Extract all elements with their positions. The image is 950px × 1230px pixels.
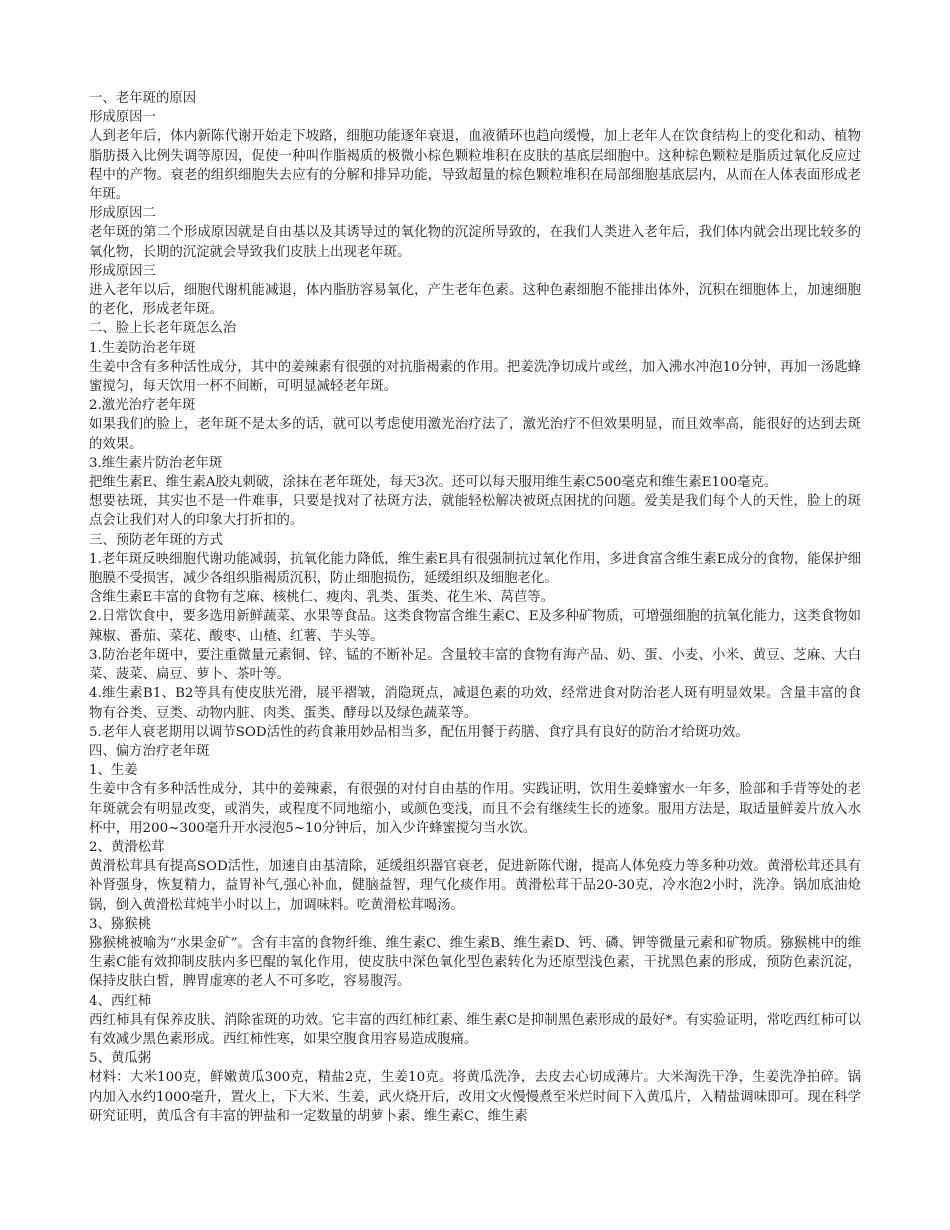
paragraph-cause-2: 老年斑的第二个形成原因就是自由基以及其诱导过的氧化物的沉淀所导致的，在我们人类进入老年后，我们体内就会出现比较多的氧化物，长期的沉淀就会导致我们皮肤上出现老年斑。	[89, 225, 861, 260]
section-heading-3: 三、预防老年斑的方式	[89, 532, 223, 548]
paragraph-remedy-1: 生姜中含有多种活性成分，其中的姜辣素，有很强的对付自由基的作用。实践证明，饮用生姜蜂蜜水一年多，脸部和手背等处的老年斑就会有明显改变，或消失，或程度不同地缩小，或颜色变浅，而且不会有继续生长的迹象。服用方法是，取适量鲜姜片放入水杯中，用200~300毫升开水浸泡5~10分钟后，加入少许蜂蜜搅匀当水饮。	[89, 782, 861, 836]
subheading-treatment-1: 1.生姜防治老年斑	[89, 340, 196, 356]
paragraph-cause-1: 人到老年后，体内新陈代谢开始走下坡路，细胞功能逐年衰退，血液循环也趋向缓慢，加上老年人在饮食结构上的变化和动、植物脂肪摄入比例失调等原因，促使一种叫作脂褐质的极微小棕色颗粒堆积在皮肤的基底层细胞中。这种棕色颗粒是脂质过氧化反应过程中的产物。衰老的组织细胞失去应有的分解和排异功能，导致超量的棕色颗粒堆积在局部细胞基底层内，从而在人体表面形成老年斑。	[89, 129, 861, 203]
paragraph-prevention-5: 5.老年人衰老期用以调节SOD活性的药食兼用妙品相当多，配伍用餐于药膳、食疗具有良好的防治才给斑功效。	[89, 724, 749, 740]
subheading-remedy-4: 4、西红柿	[89, 993, 152, 1009]
document-body	[89, 89, 861, 1126]
section-heading-4: 四、偏方治疗老年斑	[89, 743, 210, 759]
section-heading-1: 一、老年斑的原因	[89, 91, 197, 106]
paragraph-treatment-3: 把维生素E、维生素A胶丸刺破，涂抹在老年斑处，每天3次。还可以每天服用维生素C500毫克和维生素E100毫克。	[89, 475, 778, 491]
subheading-remedy-1: 1、生姜	[89, 763, 138, 779]
subheading-cause-3: 形成原因三	[89, 263, 156, 279]
subheading-cause-1: 形成原因一	[89, 110, 156, 126]
subheading-cause-2: 形成原因二	[89, 206, 156, 222]
paragraph-remedy-4: 西红柿具有保养皮肤、消除雀斑的功效。它丰富的西红柿红素、维生素C是抑制黑色素形成的最好*。有实验证明，常吃西红柿可以有效减少黑色素形成。西红柿性寒，如果空腹食用容易造成腹痛。	[89, 1012, 861, 1047]
subheading-treatment-2: 2.激光治疗老年斑	[89, 398, 196, 414]
subheading-remedy-5: 5、黄瓜粥	[89, 1051, 152, 1067]
section-heading-2: 二、脸上长老年斑怎么治	[89, 321, 237, 337]
paragraph-treatment-2: 如果我们的脸上，老年斑不是太多的话，就可以考虑使用激光治疗法了，激光治疗不但效果明显，而且效率高，能很好的达到去斑的效果。	[89, 417, 861, 452]
paragraph-cause-3: 进入老年以后，细胞代谢机能减退，体内脂肪容易氧化，产生老年色素。这种色素细胞不能排出体外，沉积在细胞体上，加速细胞的老化，形成老年斑。	[89, 283, 861, 318]
paragraph-remedy-5: 材料：大米100克，鲜嫩黄瓜300克，精盐2克，生姜10克。将黄瓜洗净，去皮去心切成薄片。大米淘洗干净，生姜洗净拍碎。锅内加入水约1000毫升，置火上，下大米、生姜，武火烧开后，改用文火慢慢煮至米烂时间下入黄瓜片，入精盐调味即可。现在科学研究证明，黄瓜含有丰富的钾盐和一定数量的胡萝卜素、维生素C、维生素	[89, 1070, 861, 1124]
paragraph-prevention-3: 3.防治老年斑中，要注重微量元素铜、锌、锰的不断补足。含量较丰富的食物有海产品、奶、蛋、小麦、小米、黄豆、芝麻、大白菜、菠菜、扁豆、萝卜、茶叶等。	[89, 647, 861, 683]
paragraph-treatment-summary: 想要祛斑，其实也不是一件难事，只要是找对了祛斑方法，就能轻松解决被斑点困扰的问题。爱美是我们每个人的天性，脸上的斑点会让我们对人的印象大打折扣的。	[89, 494, 861, 529]
subheading-treatment-3: 3.维生素片防治老年斑	[89, 455, 223, 471]
subheading-remedy-2: 2、黄滑松茸	[89, 839, 165, 855]
paragraph-remedy-2: 黄滑松茸具有提高SOD活性，加速自由基清除，延缓组织器官衰老，促进新陈代谢，提高人体免疫力等多种功效。黄滑松茸还具有补肾强身，恢复精力，益胃补气,强心补血，健脑益智，理气化痰作用。黄滑松茸干品20-30克，冷水泡2小时，洗净。锅加底油炝锅，倒入黄滑松茸炖半小时以上，加调味料。吃黄滑松茸喝汤。	[89, 859, 861, 913]
subheading-remedy-3: 3、猕猴桃	[89, 916, 152, 932]
paragraph-treatment-1: 生姜中含有多种活性成分，其中的姜辣素有很强的对抗脂褐素的作用。把姜洗净切成片或丝，加入沸水冲泡10分钟，再加一汤匙蜂蜜搅匀，每天饮用一杯不间断，可明显减轻老年斑。	[89, 359, 861, 395]
paragraph-prevention-1-foods: 含维生素E丰富的食物有芝麻、核桃仁、瘦肉、乳类、蛋类、花生米、莴苣等。	[89, 590, 555, 606]
paragraph-prevention-2: 2.日常饮食中，要多选用新鲜蔬菜、水果等食品。这类食物富含维生素C、E及多种矿物质，可增强细胞的抗氧化能力，这类食物如辣椒、番茄、菜花、酸枣、山楂、红薯、芋头等。	[89, 609, 861, 644]
paragraph-remedy-3: 猕猴桃被喻为“水果金矿”。含有丰富的食物纤维、维生素C、维生素B、维生素D、钙、磷、钾等微量元素和矿物质。猕猴桃中的维生素C能有效抑制皮肤内多巴醌的氧化作用，使皮肤中深色氧化型色素转化为还原型浅色素，干扰黑色素的形成，预防色素沉淀，保持皮肤白皙，脾胃虚寒的老人不可多吃，容易腹泻。	[89, 935, 861, 990]
paragraph-prevention-4: 4.维生素B1、B2等具有使皮肤光滑，展平褶皱，消隐斑点，减退色素的功效，经常进食对防治老人斑有明显效果。含量丰富的食物有谷类、豆类、动物内脏、肉类、蛋类、酵母以及绿色蔬菜等。	[89, 686, 861, 721]
paragraph-prevention-1: 1.老年斑反映细胞代谢功能减弱，抗氧化能力降低，维生素E具有很强制抗过氧化作用，多进食富含维生素E成分的食物，能保护细胞膜不受损害，减少各组织脂褐质沉积，防止细胞损伤，延缓组织及细胞老化。	[89, 551, 861, 587]
